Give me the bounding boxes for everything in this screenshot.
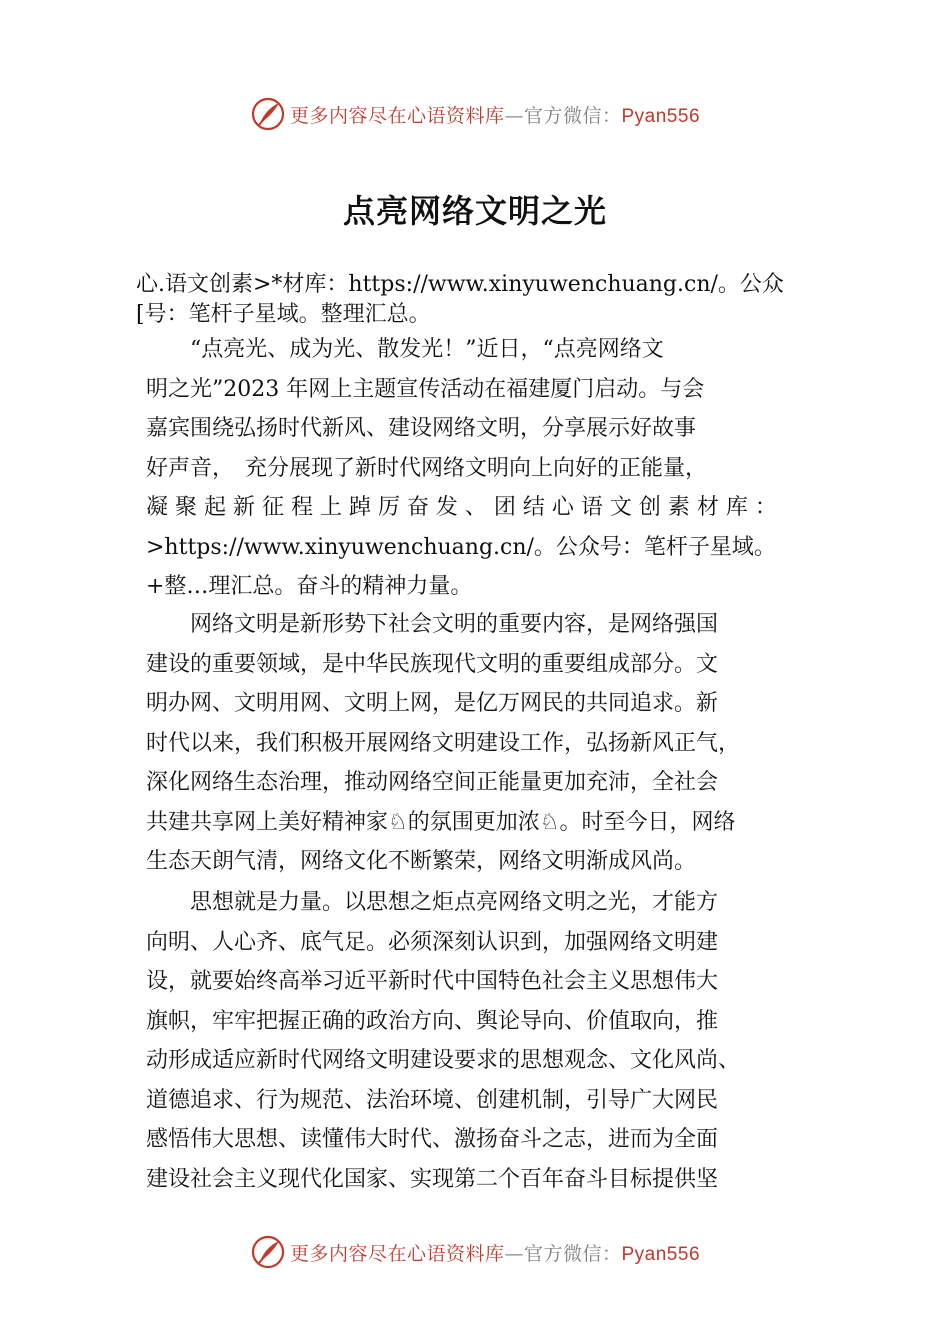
text-line: 旗帜，牢牢把握正确的政治方向、舆论导向、价值取向，推	[146, 1008, 719, 1034]
text-line: “点亮光、成为光、散发光！”近日，“点亮网络文	[146, 337, 664, 362]
banner-main-text: 更多内容尽在心语资料库	[289, 104, 505, 127]
source-note	[136, 270, 846, 330]
text-line: 建设社会主义现代化国家、实现第二个百年奋斗目标提供坚	[146, 1166, 719, 1192]
text-line: 道德追求、行为规范、法治环境、创建机制，引导广大网民	[146, 1087, 719, 1113]
banner-wechat-label: 官方微信：	[523, 104, 622, 127]
banner-wechat-id: Pyan556	[621, 105, 701, 127]
text-line: >https://www.xinyuwenchuang.cn/。公众号：笔杆子星域。	[146, 534, 776, 560]
banner-separator: —	[504, 1242, 524, 1265]
text-line: 嘉宾围绕弘扬时代新风、建设网络文明，分享展示好故事	[146, 416, 697, 441]
text-line: 共建共享网上美好精神家♘的氛围更加浓♘。时至今日，网络	[146, 809, 736, 835]
banner-separator: —	[504, 104, 524, 127]
text-line: 思想就是力量。以思想之炬点亮网络文明之光，才能方	[146, 890, 719, 915]
footer-banner	[0, 1232, 950, 1272]
document-title: 点亮网络文明之光	[342, 192, 607, 230]
text-line: 明办网、文明用网、文明上网，是亿万网民的共同追求。新	[146, 691, 719, 716]
text-line: 凝 聚 起 新 征 程 上 踔 厉 奋 发 、 团 结 心 语 文 创 素 材 库 ：	[146, 495, 777, 520]
text-line: 明之光”2023 年网上主题宣传活动在福建厦门启动。与会	[146, 376, 705, 402]
text-line: 设，就要始终高举习近平新时代中国特色社会主义思想伟大	[146, 969, 719, 994]
text-line: 生态天朗气清，网络文化不断繁荣，网络文明渐成风尚。	[146, 849, 697, 874]
paragraph-2	[146, 605, 816, 882]
source-note-line: 心.语文创素>*材库：https://www.xinyuwenchuang.cn/。公众	[136, 272, 784, 297]
text-line: 网络文明是新形势下社会文明的重要内容，是网络强国	[146, 612, 719, 637]
paragraph-1	[146, 330, 816, 607]
text-line: 建设的重要领域，是中华民族现代文明的重要组成部分。文	[146, 651, 719, 677]
text-line: 感悟伟大思想、读懂伟大时代、激扬奋斗之志，进而为全面	[146, 1127, 719, 1152]
banner-wechat-id: Pyan556	[621, 1243, 701, 1265]
banner-text	[290, 1239, 700, 1266]
quill-logo-icon	[250, 1234, 286, 1270]
header-banner	[0, 94, 950, 134]
banner-text	[290, 101, 700, 128]
banner-main-text: 更多内容尽在心语资料库	[289, 1242, 505, 1265]
text-line: 动形成适应新时代网络文明建设要求的思想观念、文化风尚、	[146, 1048, 741, 1073]
source-note-line: [号：笔杆子星域。整理汇总。	[136, 302, 431, 327]
quill-logo-icon	[250, 96, 286, 132]
text-line: +整…理汇总。奋斗的精神力量。	[146, 574, 473, 599]
banner-wechat-label: 官方微信：	[523, 1242, 622, 1265]
paragraph-3	[146, 883, 816, 1199]
text-line: 向明、人心齐、底气足。必须深刻认识到，加强网络文明建	[146, 929, 719, 955]
text-line: 深化网络生态治理，推动网络空间正能量更加充沛，全社会	[146, 770, 719, 795]
text-line: 时代以来，我们积极开展网络文明建设工作，弘扬新风正气，	[146, 730, 741, 756]
text-line: 好声音， 充分展现了新时代网络文明向上向好的正能量，	[146, 455, 708, 481]
